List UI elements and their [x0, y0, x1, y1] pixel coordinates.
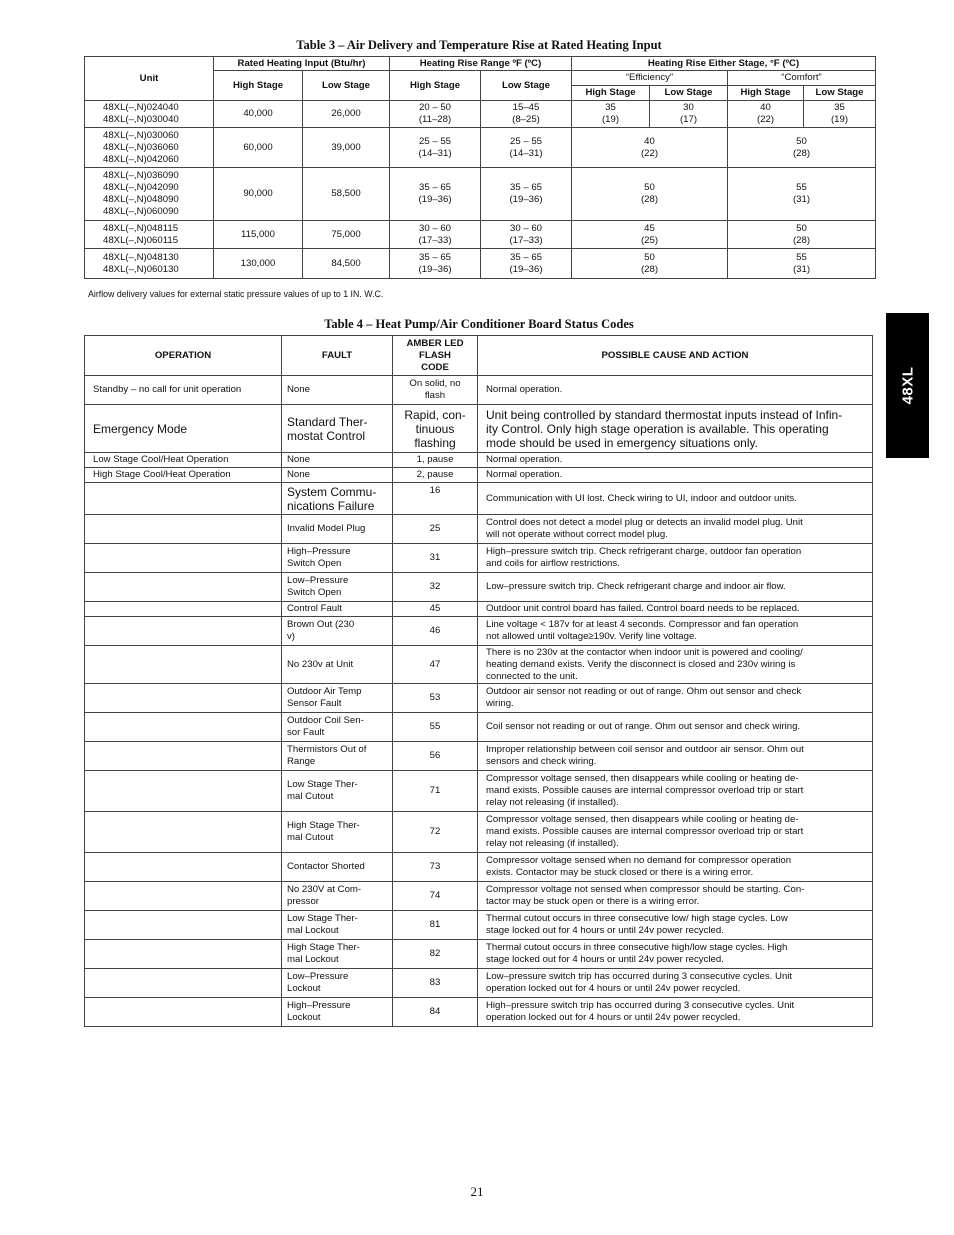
table3-cell-units: 48XL(–,N)024040 48XL(–,N)030040 [85, 101, 214, 128]
table4-cell-code: 25 [393, 515, 478, 544]
table4-cell-op [85, 882, 282, 911]
table3-cell-input-high: 40,000 [214, 101, 303, 128]
table4-row [85, 468, 873, 483]
table3-cell-range-low: 35 – 65 (19–36) [481, 249, 572, 279]
table4-cell-fault: Invalid Model Plug [282, 515, 393, 544]
table4-cell-action: Normal operation. [478, 376, 873, 405]
table3-cell-range-low: 30 – 60 (17–33) [481, 221, 572, 249]
table4-cell-op [85, 771, 282, 812]
table4-row [85, 405, 873, 453]
table4-cell-action: Compressor voltage not sensed when compressor should be starting. Con- tactor may be stuck open or there is a wiring error. [478, 882, 873, 911]
table4-cell-fault: No 230v at Unit [282, 646, 393, 684]
table3-cell-com: 50 (28) [728, 128, 876, 168]
table4-cell-action: Coil sensor not reading or out of range. Ohm out sensor and check wiring. [478, 713, 873, 742]
table4-cell-op [85, 940, 282, 969]
table4-row [85, 911, 873, 940]
table4-cell-code: 1, pause [393, 453, 478, 468]
table4-cell-fault: Low Stage Ther- mal Cutout [282, 771, 393, 812]
range-high-header: High Stage [390, 71, 481, 101]
table3-cell-eff-high: 35 (19) [572, 101, 650, 128]
efficiency-header: “Efficiency” [572, 71, 728, 86]
table3-cell-input-low: 84,500 [303, 249, 390, 279]
table4-cell-op [85, 602, 282, 617]
table4-row [85, 969, 873, 998]
table4-cell-action: High–pressure switch trip. Check refrigerant charge, outdoor fan operation and coils for airflow restrictions. [478, 544, 873, 573]
range-low-header: Low Stage [481, 71, 572, 101]
table4-row [85, 882, 873, 911]
table4-cell-action: Normal operation. [478, 468, 873, 483]
operation-header: OPERATION [85, 336, 282, 376]
table4-cell-code: 2, pause [393, 468, 478, 483]
table4-cell-op [85, 544, 282, 573]
table4-row [85, 602, 873, 617]
table4-cell-op [85, 853, 282, 882]
table4-cell-fault: System Commu- nications Failure [282, 483, 393, 515]
table3-cell-com-low: 35 (19) [804, 101, 876, 128]
table3-cell-range-low: 15–45 (8–25) [481, 101, 572, 128]
table3-cell-input-high: 130,000 [214, 249, 303, 279]
table4-cell-code: 83 [393, 969, 478, 998]
table4-cell-action: Communication with UI lost. Check wiring to UI, indoor and outdoor units. [478, 483, 873, 515]
table3-cell-range-high: 20 – 50 (11–28) [390, 101, 481, 128]
table3-cell-input-high: 115,000 [214, 221, 303, 249]
table3-cell-com: 50 (28) [728, 221, 876, 249]
table4-cell-op: High Stage Cool/Heat Operation [85, 468, 282, 483]
table4-cell-code: 82 [393, 940, 478, 969]
table4-cell-action: Unit being controlled by standard thermostat inputs instead of Infin- ity Control. Only high stage operation is available. This operating mode should be used in emergency situations only. [478, 405, 873, 453]
action-header: POSSIBLE CAUSE AND ACTION [478, 336, 873, 376]
table4-cell-fault: Standard Ther- mostat Control [282, 405, 393, 453]
table4-cell-code: 56 [393, 742, 478, 771]
table4-cell-action: High–pressure switch trip has occurred during 3 consecutive cycles. Unit operation locked out for 4 hours or until 24v power recycled. [478, 998, 873, 1027]
table4-cell-code: 31 [393, 544, 478, 573]
table4-cell-fault: Low–Pressure Lockout [282, 969, 393, 998]
table4-cell-fault: None [282, 468, 393, 483]
table4-cell-code: 72 [393, 812, 478, 853]
table4-cell-op [85, 573, 282, 602]
table3-cell-input-low: 75,000 [303, 221, 390, 249]
input-high-header: High Stage [214, 71, 303, 101]
table4-cell-op [85, 646, 282, 684]
table4-cell-fault: Outdoor Air Temp Sensor Fault [282, 684, 393, 713]
table4-row [85, 617, 873, 646]
table3-cell-com: 55 (31) [728, 168, 876, 221]
table4-cell-fault: Brown Out (230 v) [282, 617, 393, 646]
table4-row [85, 812, 873, 853]
table3-cell-units: 48XL(–,N)048115 48XL(–,N)060115 [85, 221, 214, 249]
rated-input-header: Rated Heating Input (Btu/hr) [214, 57, 390, 71]
table4-title: Table 4 – Heat Pump/Air Conditioner Board Status Codes [324, 317, 634, 331]
table3-note: Airflow delivery values for external static pressure values of up to 1 IN. W.C. [88, 289, 384, 299]
table4-cell-op: Low Stage Cool/Heat Operation [85, 453, 282, 468]
table4-cell-fault: High–Pressure Lockout [282, 998, 393, 1027]
table4-row [85, 940, 873, 969]
table4-cell-action: Normal operation. [478, 453, 873, 468]
table4-row [85, 544, 873, 573]
table4-cell-action: Low–pressure switch trip has occurred during 3 consecutive cycles. Unit operation locked out for 4 hours or until 24v power recycled. [478, 969, 873, 998]
table3-cell-range-low: 25 – 55 (14–31) [481, 128, 572, 168]
table3-row [85, 128, 876, 168]
table4-cell-action: Improper relationship between coil sensor and outdoor air sensor. Ohm out sensors and check wiring. [478, 742, 873, 771]
table4-row [85, 684, 873, 713]
input-low-header: Low Stage [303, 71, 390, 101]
table4-cell-fault: Low–Pressure Switch Open [282, 573, 393, 602]
table4-row [85, 853, 873, 882]
flash-code-header: AMBER LED FLASH CODE [393, 336, 478, 376]
table4-row [85, 573, 873, 602]
table4-cell-action: Line voltage < 187v for at least 4 seconds. Compressor and fan operation not allowed until voltage≥190v. Verify line voltage. [478, 617, 873, 646]
table3-cell-eff: 50 (28) [572, 249, 728, 279]
page-number: 21 [470, 1184, 484, 1199]
table4-row [85, 771, 873, 812]
table4-cell-op [85, 713, 282, 742]
table3-row [85, 249, 876, 279]
rise-either-header: Heating Rise Either Stage, °F (ºC) [572, 57, 876, 71]
table4-cell-op [85, 812, 282, 853]
table4-cell-op [85, 684, 282, 713]
table3-cell-range-high: 35 – 65 (19–36) [390, 249, 481, 279]
table3-cell-units: 48XL(–,N)030060 48XL(–,N)036060 48XL(–,N)042060 [85, 128, 214, 168]
table4-row [85, 453, 873, 468]
table4-cell-code: 16 [393, 483, 478, 515]
table4-cell-op [85, 742, 282, 771]
table4-cell-action: Control does not detect a model plug or detects an invalid model plug. Unit will not operate without correct model plug. [478, 515, 873, 544]
status-codes-table [84, 335, 873, 1027]
table4-cell-action: Thermal cutout occurs in three consecutive high/low stage cycles. High stage locked out for 4 hours or until 24v power recycled. [478, 940, 873, 969]
table3-cell-com-high: 40 (22) [728, 101, 804, 128]
rise-range-header: Heating Rise Range ºF (ºC) [390, 57, 572, 71]
table4-cell-action: Outdoor air sensor not reading or out of range. Ohm out sensor and check wiring. [478, 684, 873, 713]
table4-cell-op [85, 617, 282, 646]
table4-cell-op: Standby – no call for unit operation [85, 376, 282, 405]
side-tab [886, 313, 929, 458]
table4-row [85, 998, 873, 1027]
table4-cell-action: Compressor voltage sensed, then disappears while cooling or heating de- mand exists. Possible causes are internal compressor overload trip or start relay not releasing (if installed). [478, 771, 873, 812]
table3-cell-eff: 50 (28) [572, 168, 728, 221]
table4-cell-code: 74 [393, 882, 478, 911]
table4-cell-code: 73 [393, 853, 478, 882]
table4-cell-action: Thermal cutout occurs in three consecutive low/ high stage cycles. Low stage locked out for 4 hours or until 24v power recycled. [478, 911, 873, 940]
table4-row [85, 515, 873, 544]
table4-cell-code: 46 [393, 617, 478, 646]
table4-cell-op [85, 969, 282, 998]
table4-cell-op [85, 998, 282, 1027]
table3-cell-input-low: 58,500 [303, 168, 390, 221]
table3-cell-input-low: 26,000 [303, 101, 390, 128]
table4-cell-fault: None [282, 453, 393, 468]
com-low-header: Low Stage [804, 86, 876, 101]
table3-cell-units: 48XL(–,N)036090 48XL(–,N)042090 48XL(–,N)048090 48XL(–,N)060090 [85, 168, 214, 221]
table3-cell-range-high: 25 – 55 (14–31) [390, 128, 481, 168]
com-high-header: High Stage [728, 86, 804, 101]
table4-cell-fault: Thermistors Out of Range [282, 742, 393, 771]
comfort-header: “Comfort” [728, 71, 876, 86]
fault-header: FAULT [282, 336, 393, 376]
table4-cell-code: 32 [393, 573, 478, 602]
table4-cell-action: Outdoor unit control board has failed. Control board needs to be replaced. [478, 602, 873, 617]
table4-cell-code: 84 [393, 998, 478, 1027]
table4-cell-code: 53 [393, 684, 478, 713]
unit-header: Unit [85, 57, 214, 101]
table3-row [85, 221, 876, 249]
air-delivery-table [84, 56, 876, 279]
table4-cell-fault: Contactor Shorted [282, 853, 393, 882]
table3-cell-input-high: 60,000 [214, 128, 303, 168]
table4-cell-action: There is no 230v at the contactor when indoor unit is powered and cooling/ heating demand exists. Verify the disconnect is closed and 230v wiring is connected to the unit. [478, 646, 873, 684]
table3-cell-range-high: 35 – 65 (19–36) [390, 168, 481, 221]
table4-cell-op: Emergency Mode [85, 405, 282, 453]
table3-cell-eff-low: 30 (17) [650, 101, 728, 128]
table3-row [85, 101, 876, 128]
table4-row [85, 713, 873, 742]
table4-cell-fault: High–Pressure Switch Open [282, 544, 393, 573]
table4-cell-code: 45 [393, 602, 478, 617]
table4-cell-op [85, 483, 282, 515]
table3-cell-input-low: 39,000 [303, 128, 390, 168]
table3-cell-input-high: 90,000 [214, 168, 303, 221]
table4-cell-fault: No 230V at Com- pressor [282, 882, 393, 911]
table3-row [85, 168, 876, 221]
table4-cell-fault: High Stage Ther- mal Cutout [282, 812, 393, 853]
table4-cell-code: Rapid, con- tinuous flashing [393, 405, 478, 453]
table4-cell-code: 81 [393, 911, 478, 940]
table4-cell-fault: High Stage Ther- mal Lockout [282, 940, 393, 969]
table4-row [85, 483, 873, 515]
table3-cell-range-high: 30 – 60 (17–33) [390, 221, 481, 249]
table3-cell-eff: 40 (22) [572, 128, 728, 168]
table4-cell-code: On solid, no flash [393, 376, 478, 405]
table4-cell-code: 71 [393, 771, 478, 812]
table3-cell-eff: 45 (25) [572, 221, 728, 249]
side-tab-label: 48XL [898, 366, 916, 405]
eff-high-header: High Stage [572, 86, 650, 101]
table4-cell-fault: None [282, 376, 393, 405]
table3-title: Table 3 – Air Delivery and Temperature Rise at Rated Heating Input [296, 38, 662, 52]
table4-cell-code: 55 [393, 713, 478, 742]
table4-row [85, 742, 873, 771]
table4-cell-fault: Outdoor Coil Sen- sor Fault [282, 713, 393, 742]
table4-cell-fault: Control Fault [282, 602, 393, 617]
table3-cell-com: 55 (31) [728, 249, 876, 279]
table4-row [85, 646, 873, 684]
table3-cell-units: 48XL(–,N)048130 48XL(–,N)060130 [85, 249, 214, 279]
table3-cell-range-low: 35 – 65 (19–36) [481, 168, 572, 221]
table4-cell-action: Compressor voltage sensed, then disappears while cooling or heating de- mand exists. Possible causes are internal compressor overload trip or start relay not releasing (if installed). [478, 812, 873, 853]
table4-cell-fault: Low Stage Ther- mal Lockout [282, 911, 393, 940]
table4-cell-op [85, 911, 282, 940]
table4-cell-op [85, 515, 282, 544]
table4-cell-action: Low–pressure switch trip. Check refrigerant charge and indoor air flow. [478, 573, 873, 602]
eff-low-header: Low Stage [650, 86, 728, 101]
table4-cell-action: Compressor voltage sensed when no demand for compressor operation exists. Contactor may be stuck closed or there is a wiring error. [478, 853, 873, 882]
table4-cell-code: 47 [393, 646, 478, 684]
table4-row [85, 376, 873, 405]
